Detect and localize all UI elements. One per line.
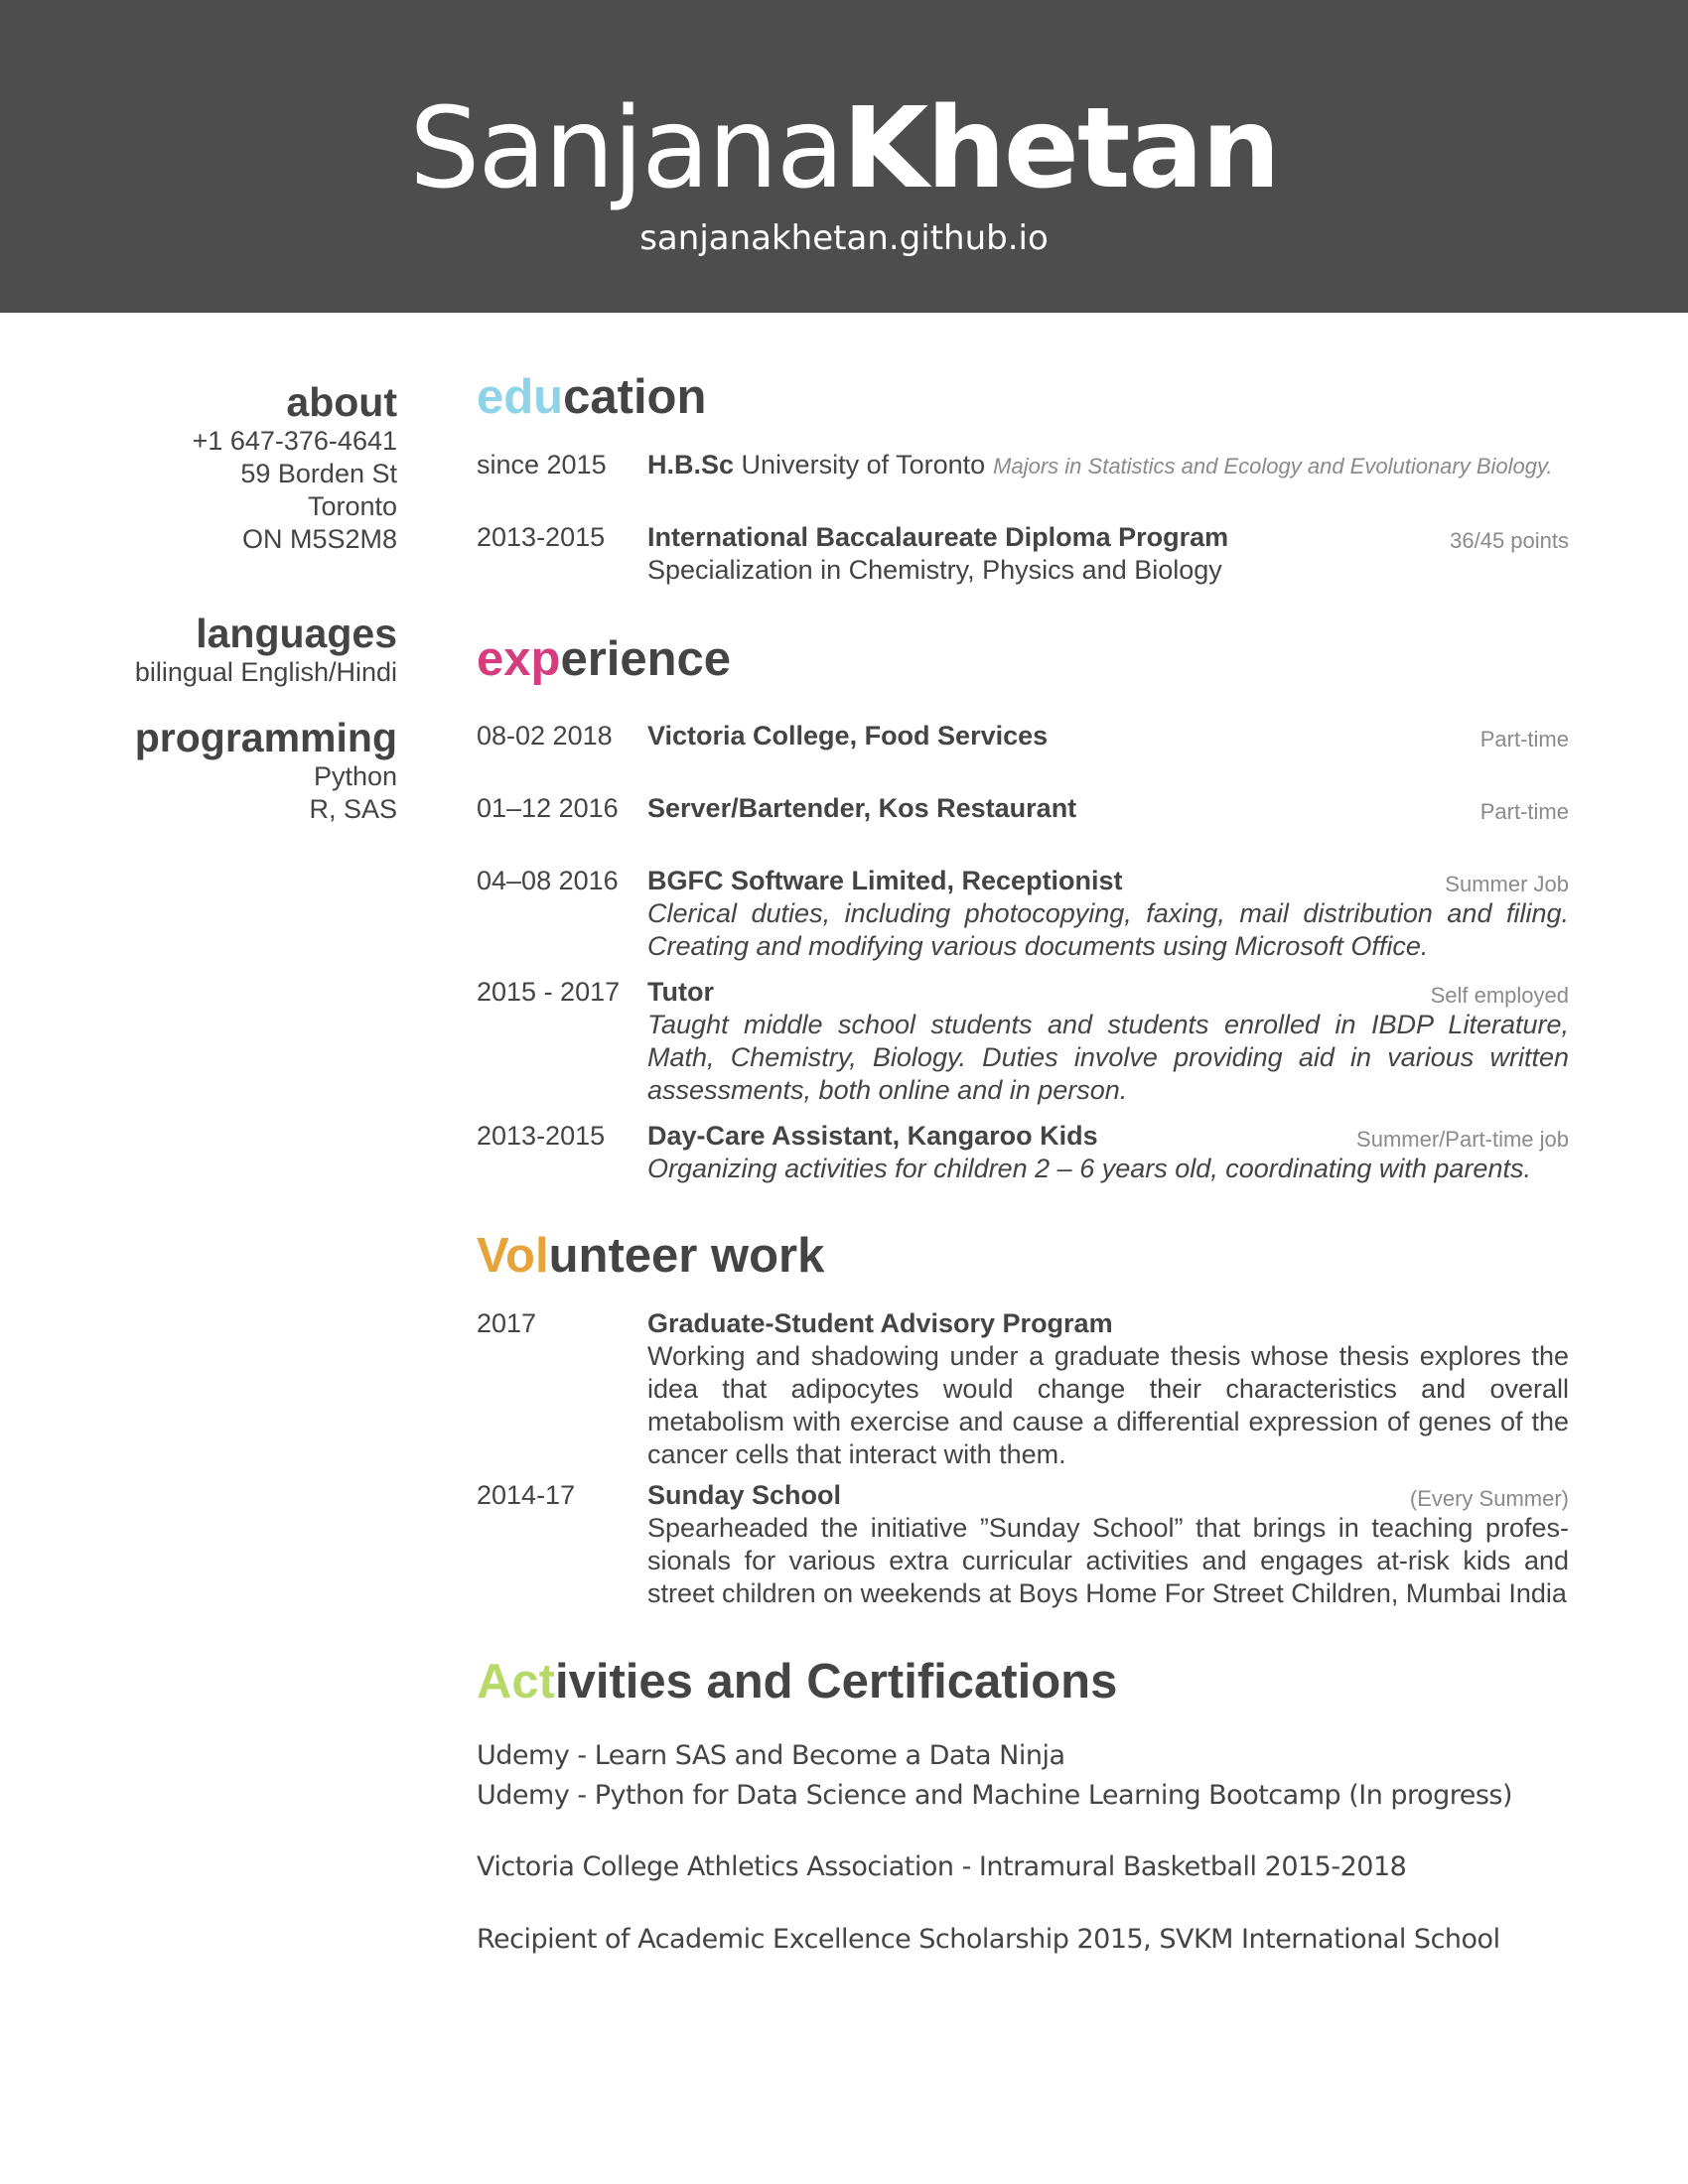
entry-desc: Working and shadowing under a graduate thesis whose thesis explores the idea that adipocytes would change their characteristics and overall metabolism with exercise and cause a differential expression of genes of the cancer cells that interact with them. [647, 1341, 1569, 1469]
entry-tag: 36/45 points [1450, 528, 1569, 553]
experience-entry [647, 720, 1569, 752]
majors-note: Majors in Statistics and Ecology and Evolutionary Biology. [993, 454, 1553, 478]
entry-title: Sunday School [647, 1480, 842, 1510]
experience-entry [647, 865, 1569, 963]
first-name: Sanjana [409, 84, 843, 213]
experience-entry [647, 1120, 1569, 1185]
education-entry [647, 449, 1569, 482]
address-city: Toronto [307, 491, 397, 521]
entry-desc: Clerical duties, including photocopying, faxing, mail distribution and filing. Creating and modifying various documents using Microsoft Office. [647, 898, 1569, 961]
sidebar-programming [135, 715, 397, 826]
entry-title: BGFC Software Limited, Receptionist [647, 866, 1123, 895]
entry-desc: Taught middle school students and students enrolled in IBDP Literature, Math, Chemistry, Biology. Duties involve providing aid in various written assessments, both online and in person. [647, 1010, 1569, 1105]
experience-entry [647, 792, 1569, 825]
full-name [0, 84, 1688, 213]
entry-tag: (Every Summer) [1409, 1486, 1569, 1511]
certification-item: Udemy - Python for Data Science and Machine Learning Bootcamp (In progress) [477, 1780, 1513, 1811]
entry-date: 04–08 2016 [477, 866, 619, 895]
heading-rest: unteer work [548, 1229, 825, 1283]
activities-heading [477, 1654, 1117, 1709]
entry-tag: Part-time [1479, 799, 1569, 824]
volunteer-heading [477, 1228, 824, 1284]
entry-date: 2014-17 [477, 1480, 576, 1510]
entry-date: 01–12 2016 [477, 793, 619, 823]
last-name: Khetan [842, 84, 1279, 213]
programming-heading: programming [134, 715, 397, 760]
address-street: 59 Borden St [240, 459, 397, 488]
entry-tag: Summer/Part-time job [1356, 1127, 1569, 1152]
entry-desc: Spearheaded the initiative ”Sunday School” that brings in teaching professionals for various extra curricular activities and engages at-risk kids and street children on weekends at Boys Home For Street Children, Mumbai India [647, 1513, 1569, 1608]
volunteer-entry [647, 1307, 1569, 1471]
heading-accent: Act [477, 1655, 555, 1708]
programming-item: R, SAS [309, 794, 397, 824]
sidebar-about [193, 379, 397, 556]
header-banner [0, 0, 1688, 313]
experience-entry [647, 976, 1569, 1107]
programming-item: Python [313, 761, 397, 791]
heading-accent: edu [477, 370, 564, 424]
entry-tag: Summer Job [1445, 872, 1569, 896]
entry-title: Day-Care Assistant, Kangaroo Kids [647, 1121, 1098, 1151]
about-heading: about [286, 379, 397, 425]
website-link[interactable]: sanjanakhetan.github.io [639, 218, 1049, 258]
entry-date: since 2015 [477, 450, 607, 479]
entry-title: Graduate-Student Advisory Program [647, 1308, 1113, 1338]
entry-tag: Part-time [1479, 727, 1569, 751]
heading-accent: Vol [477, 1229, 549, 1283]
activity-item: Victoria College Athletics Association - Intramural Basketball 2015-2018 [477, 1851, 1407, 1882]
award-item: Recipient of Academic Excellence Scholarship 2015, SVKM International School [477, 1924, 1500, 1955]
entry-date: 08-02 2018 [477, 721, 613, 751]
entry-desc: Specialization in Chemistry, Physics and Biology [647, 555, 1222, 585]
language-item: bilingual English/Hindi [134, 657, 397, 687]
volunteer-entry [647, 1479, 1569, 1610]
entry-desc: Organizing activities for children 2 – 6 years old, coordinating with parents. [647, 1154, 1531, 1183]
sidebar-languages [135, 611, 397, 689]
entry-title: International Baccalaureate Diploma Program [647, 522, 1229, 552]
degree: H.B.Sc [647, 450, 735, 479]
address-postal: ON M5S2M8 [241, 524, 397, 554]
school: University of Toronto [741, 450, 986, 479]
entry-title: Tutor [647, 977, 714, 1007]
certification-item: Udemy - Learn SAS and Become a Data Ninja [477, 1740, 1065, 1771]
entry-date: 2015 - 2017 [477, 977, 621, 1007]
education-entry [647, 521, 1569, 587]
entry-date: 2013-2015 [477, 1121, 606, 1151]
languages-heading: languages [196, 611, 397, 656]
heading-accent: exp [477, 632, 561, 686]
entry-title: Server/Bartender, Kos Restaurant [647, 793, 1077, 823]
heading-rest: ivities and Certifications [554, 1655, 1118, 1708]
heading-rest: cation [563, 370, 707, 424]
entry-date: 2017 [477, 1308, 537, 1338]
entry-tag: Self employed [1430, 983, 1569, 1008]
heading-rest: erience [560, 632, 732, 686]
education-heading [477, 369, 706, 425]
experience-heading [477, 631, 731, 687]
entry-title: Victoria College, Food Services [647, 721, 1049, 751]
phone: +1 647-376-4641 [192, 426, 397, 456]
entry-date: 2013-2015 [477, 522, 606, 552]
